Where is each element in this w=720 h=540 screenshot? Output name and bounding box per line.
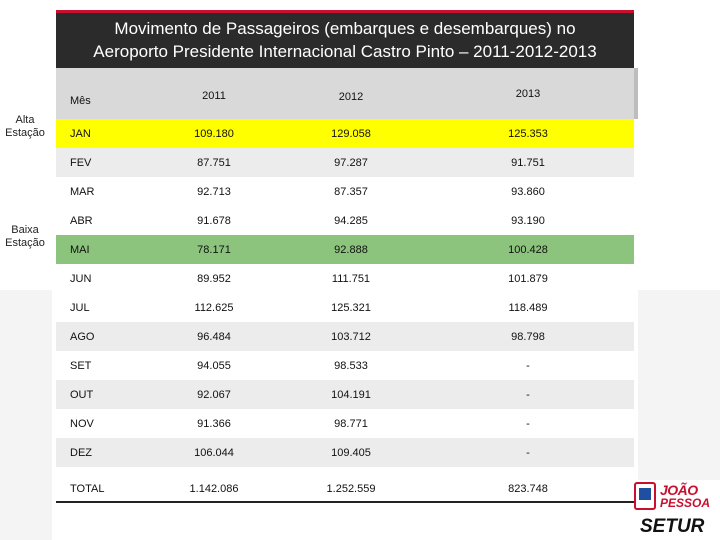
cell-mes: OUT (70, 389, 94, 401)
cell-2013: - (526, 447, 530, 459)
header-mes: Mês (70, 95, 91, 107)
table-row (56, 409, 634, 438)
background-decoration (638, 290, 720, 480)
cell-2013: 93.190 (511, 215, 545, 227)
cell-2012: 104.191 (331, 389, 371, 401)
header-2012: 2012 (338, 91, 364, 103)
cell-2013: 101.879 (508, 273, 548, 285)
cell-2011: 78.171 (197, 244, 231, 256)
title-line-1: Movimento de Passageiros (embarques e desembarques) no (114, 19, 576, 38)
table-row (56, 264, 634, 293)
table-row (56, 380, 634, 409)
cell-2013: 93.860 (511, 186, 545, 198)
cell-2012: 129.058 (331, 128, 371, 140)
logo-joao-text: JOÃO (660, 482, 698, 498)
table-shadow (634, 68, 638, 119)
cell-mes: JUN (70, 273, 92, 285)
side-label-line: Estação (5, 127, 45, 139)
cell-2013: 91.751 (511, 157, 545, 169)
cell-2012: 1.252.559 (326, 483, 376, 495)
background-decoration (0, 290, 52, 540)
table-row (56, 148, 634, 177)
cell-mes: FEV (70, 157, 92, 169)
cell-2013: - (526, 360, 530, 372)
cell-2011: 94.055 (197, 360, 231, 372)
cell-2012: 103.712 (331, 331, 371, 343)
cell-mes: JUL (70, 302, 90, 314)
cell-2012: 87.357 (334, 186, 368, 198)
side-label-alta-estacao (0, 114, 50, 140)
cell-mes: NOV (70, 418, 94, 430)
city-seal-icon (634, 482, 656, 510)
side-label-line: Alta (15, 114, 35, 126)
table-row (56, 235, 634, 264)
cell-2012: 111.751 (331, 273, 371, 285)
cell-2012: 109.405 (331, 447, 371, 459)
cell-mes: MAR (70, 186, 95, 198)
slide-title (56, 10, 634, 68)
logo-setur-text: SETUR (640, 516, 705, 537)
cell-2013: 98.798 (511, 331, 545, 343)
table-header-row (56, 68, 634, 119)
side-label-baixa-estacao (0, 224, 50, 250)
cell-2011: 87.751 (197, 157, 231, 169)
cell-2011: 112.625 (194, 302, 234, 314)
cell-2011: 89.952 (197, 273, 231, 285)
cell-2013: 125.353 (508, 128, 548, 140)
table-total-row (56, 467, 634, 511)
logo-pessoa-text: PESSOA (660, 496, 711, 510)
cell-mes: DEZ (70, 447, 92, 459)
cell-mes: JAN (70, 128, 91, 140)
cell-2013: 823.748 (508, 483, 548, 495)
cell-2011: 96.484 (197, 331, 231, 343)
cell-2012: 98.771 (334, 418, 368, 430)
passenger-table (56, 68, 634, 502)
joao-pessoa-setur-logo (628, 478, 716, 538)
table-row (56, 177, 634, 206)
header-2011: 2011 (202, 90, 226, 102)
cell-mes: TOTAL (70, 483, 105, 495)
cell-2011: 109.180 (194, 128, 234, 140)
cell-2013: - (526, 389, 530, 401)
side-label-line: Estação (5, 237, 45, 249)
cell-mes: MAI (70, 244, 90, 256)
cell-2011: 91.366 (197, 418, 231, 430)
table-row (56, 206, 634, 235)
side-label-line: Baixa (11, 224, 39, 236)
cell-2011: 91.678 (197, 215, 231, 227)
table-row (56, 351, 634, 380)
cell-2011: 1.142.086 (189, 483, 239, 495)
cell-2011: 92.067 (197, 389, 231, 401)
table-row (56, 293, 634, 322)
title-line-2: Aeroporto Presidente Internacional Castro Pinto – 2011-2012-2013 (93, 42, 597, 61)
header-2013: 2013 (515, 88, 541, 100)
cell-2012: 98.533 (334, 360, 368, 372)
cell-2012: 125.321 (331, 302, 371, 314)
cell-2011: 92.713 (197, 186, 231, 198)
cell-mes: ABR (70, 215, 93, 227)
cell-mes: AGO (70, 331, 95, 343)
table-row (56, 119, 634, 148)
table-row (56, 322, 634, 351)
cell-2013: 100.428 (508, 244, 548, 256)
cell-mes: SET (70, 360, 92, 372)
cell-2013: 118.489 (508, 302, 548, 314)
cell-2012: 94.285 (334, 215, 368, 227)
cell-2013: - (526, 418, 530, 430)
table-bottom-border (56, 501, 634, 503)
table-row (56, 438, 634, 467)
cell-2011: 106.044 (194, 447, 234, 459)
cell-2012: 92.888 (334, 244, 368, 256)
cell-2012: 97.287 (334, 157, 368, 169)
